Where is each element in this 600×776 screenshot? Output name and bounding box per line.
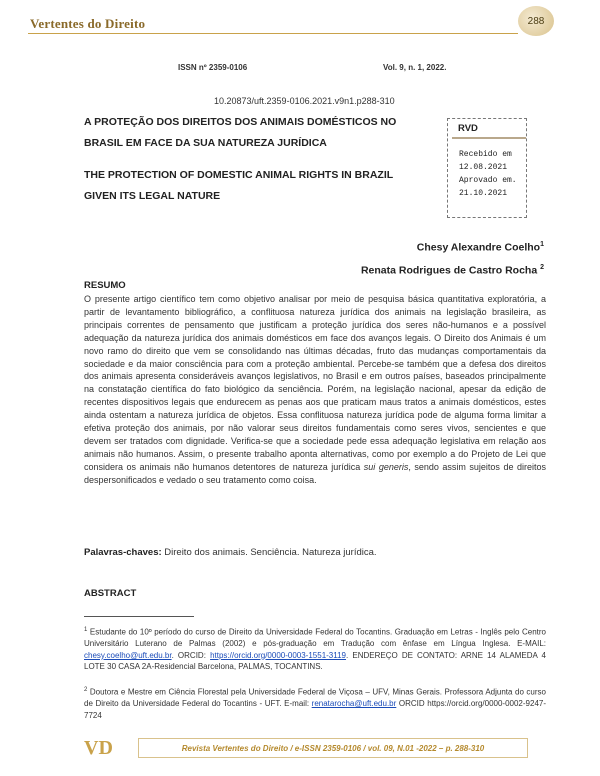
title-pt-line-1: A PROTEÇÃO DOS DIREITOS DOS ANIMAIS DOMÉSTICOS NO (84, 116, 397, 128)
issn: ISSN nº 2359-0106 (178, 63, 248, 72)
keywords (84, 547, 377, 558)
title-en-line-1: THE PROTECTION OF DOMESTIC ANIMAL RIGHTS IN BRAZIL (84, 169, 394, 181)
title-portuguese (84, 112, 440, 154)
received-label: Recebido em (459, 150, 512, 159)
footnote-2-email-link[interactable]: renatarocha@uft.edu.br (311, 699, 397, 709)
volume-info: Vol. 9, n. 1, 2022. (383, 63, 447, 72)
resumo-text: O presente artigo científico tem como objetivo analisar por meio de pesquisa básica quantitativa exploratória, a partir de levantamento bibliográfico, a conflituosa natureza jurídica dos animais na legislação brasileira, as principais correntes de pensamento que justificam a proteção jurídica dos seres não-humanos e a possível adequação da natureza jurídica dos animais domésticos em face dos avanços legais. O Direito dos Animais é um novo ramo do direito que vem se consolidando nas últimas décadas, fruto das mudanças comportamentais da sociedade e da maior consciência para com a proteção ambiental. Percebe-se também que a defesa dos direitos dos animais apresenta consideráveis avanços legislativos, no Brasil e em outros países, baseados principalmente na constatação científica do fato biológico da senciência. Porém, na legislação nacional, apesar da edição de recentes dispositivos legais que endurecem as penas aos que praticam maus tratos a animais domésticos, estes ainda ostentam a natureza jurídica de objetos. Essa conflituosa natureza jurídica pode de alguma forma limitar a efetiva proteção dos animais, por não valorar seus direitos fundamentais como seres vivos, sencientes e que devem ser tratados com dignidade. Verifica-se que a sociedade pede essa adequação legislativa em relação aos animais não humanos. Assim, o presente trabalho aponta alternativas, como por exemplo a do Projeto de Lei que considera os animais não humanos detentores de natureza jurídica sui generis, sendo assim sujeitos de direitos despersonificados e vedado o seu tratamento como coisa. (84, 294, 546, 485)
journal-title: Vertentes do Direito (30, 16, 146, 31)
stamp-label: RVD (458, 123, 478, 134)
footer-logo: VD (84, 737, 113, 759)
footnote-2: $^2$ Doutora e Mestre em Ciência Florestal pela Universidade Federal de Viçosa – UFV, Minas Gerais. Professora Adjunta do curso de Direito da Universidade Federal do Tocantins - UFT. E-mail: renatarocha@uft.edu.br ORCID https://orcid.org/0000-0002-9247-7724 (84, 687, 547, 720)
stamp-divider (452, 137, 526, 139)
approved-label: Aprovado em. (459, 176, 517, 185)
title-english (84, 165, 440, 207)
author-2: Renata Rodrigues de Castro Rocha $^2$ (360, 263, 544, 276)
footnote-1-orcid-link[interactable]: https://orcid.org/0000-0003-1551-3119 (210, 650, 347, 660)
header-divider (28, 33, 518, 34)
authors (361, 235, 544, 280)
abstract-heading: ABSTRACT (84, 588, 137, 599)
title-en-line-2: GIVEN ITS LEGAL NATURE (84, 190, 221, 202)
footer-citation: Revista Vertentes do Direito / e-ISSN 2359-0106 / vol. 09, N.01 -2022 – p. 288-310 (138, 738, 528, 758)
title-pt-line-2: BRASIL EM FACE DA SUA NATUREZA JURÍDICA (84, 137, 327, 149)
author-1: Chesy Alexandre Coelho$^1$ (416, 241, 544, 254)
page-number-badge: 288 (518, 6, 554, 36)
footnote-divider (84, 616, 194, 617)
resumo-heading: RESUMO (84, 280, 126, 291)
doi: 10.20873/uft.2359-0106.2021.v9n1.p288-310 (214, 96, 395, 106)
approved-date: 21.10.2021 (459, 189, 508, 198)
footnote-1: $^1$ Estudante do 10º período do curso de Direito da Universidade Federal do Tocantins. Graduação em Letras - Inglês pelo Centro Universitário Luterano de Palmas (2002) e pós-graduação em Tradução com ênfase em Língua Inglesa. E-MAIL: chesy.coelho@uft.edu.br. ORCID: https://orcid.org/0000-0003-1551-3119. ENDEREÇO DE CONTATO: ARNE 14 ALAMEDA 4 LOTE 30 CASA 2A-Residencial Barcelona, PALMAS, TOCANTINS. (84, 627, 547, 672)
footnote-1-email-link[interactable]: chesy.coelho@uft.edu.br (84, 650, 172, 660)
keywords-text: Direito dos animais. Senciência. Natureza jurídica. (161, 547, 377, 558)
received-date: 12.08.2021 (459, 163, 508, 172)
keywords-label: Palavras-chaves: (84, 547, 162, 558)
